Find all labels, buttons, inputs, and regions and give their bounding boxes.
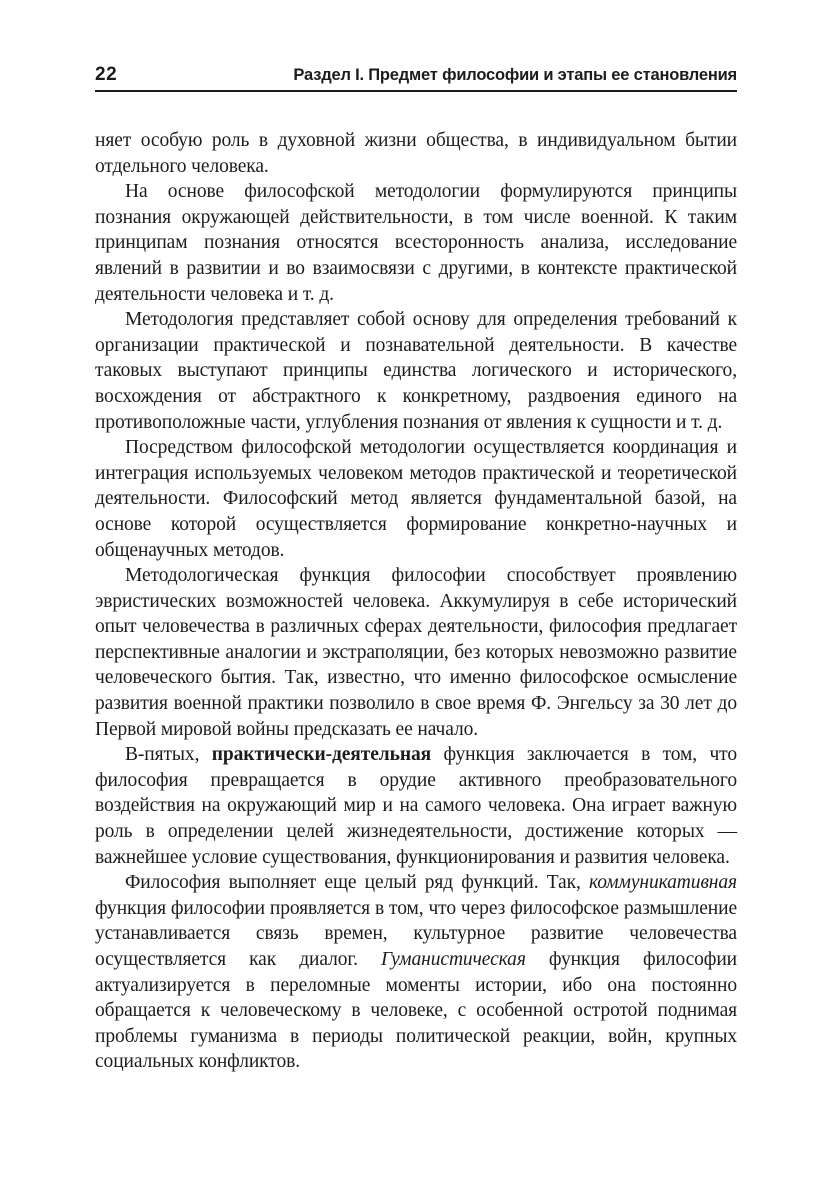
- paragraph: [95, 435, 737, 563]
- text-run: практически-деятельная: [211, 744, 432, 766]
- text-run: В-пятых,: [125, 744, 212, 766]
- paragraph: [95, 563, 737, 742]
- text-run: няет особую роль в духовной жизни общества, в индивидуальном бытии отдельного человека.: [95, 130, 737, 177]
- header-rule: [95, 90, 737, 92]
- text-run: функция философии проявляется в том, что через философское размышление устанавливается связь времен, культурное развитие человечества осуществляется как диалог.: [95, 897, 737, 970]
- text-run: Гуманистическая: [380, 949, 526, 970]
- text-run: Посредством философской методологии осуществляется координация и интеграция используемых человеком методов практической и теоретической деятельности. Философский метод является фундаментальной базой, на основе которой осуществляется формирование конкретно-научных и общенаучных методов.: [95, 437, 737, 561]
- text-run: Методология представляет собой основу для определения требований к организации практической и познавательной деятельности. В качестве таковых выступают принципы единства логического и исторического, восхождения от абстрактного к конкретному, раздвоения единого на противоположные части, углубления познания от явления к сущности и т. д.: [95, 309, 737, 433]
- text-run: функция заключается в том, что философия превращается в орудие активного преобразовательного воздействия на окружающий мир и на самого человека. Она играет важную роль в определении целей жизнедеятельности, достижение которых — важнейшее условие существования, функционирования и развития человека.: [95, 744, 737, 868]
- text-run: функция философии актуализируется в переломные моменты истории, ибо она постоянно обращается к человеческому в человеке, с особенной остротой поднимая проблемы гуманизма в периоды политической реакции, войн, крупных социальных конфликтов.: [95, 949, 737, 1073]
- paragraph: [95, 870, 737, 1075]
- page-header: [95, 64, 737, 86]
- paragraph: [95, 128, 737, 179]
- page-number: 22: [95, 64, 118, 85]
- paragraph: [95, 179, 737, 307]
- text-run: Методологическая функция философии способствует проявлению эвристических возможностей человека. Аккумулируя в себе исторический опыт человечества в различных сферах деятельности, философия предлагает перспективные аналогии и экстраполяции, без которых невозможно развитие человеческого бытия. Так, известно, что именно философское осмысление развития военной практики позволило в свое время Ф. Энгельсу за 30 лет до Первой мировой войны предсказать ее начало.: [95, 565, 737, 740]
- running-title: Раздел I. Предмет философии и этапы ее становления: [293, 66, 737, 84]
- paragraph: [95, 307, 737, 435]
- text-run: На основе философской методологии формулируются принципы познания окружающей действительности, в том числе военной. К таким принципам познания относятся всесторонность анализа, исследование явлений в развитии и во взаимосвязи с другими, в контексте практической деятельности человека и т. д.: [95, 181, 737, 305]
- page-body: [95, 128, 737, 1075]
- text-run: коммуникативная: [588, 872, 737, 894]
- paragraph: [95, 742, 737, 870]
- text-run: Философия выполняет еще целый ряд функций. Так,: [125, 872, 589, 894]
